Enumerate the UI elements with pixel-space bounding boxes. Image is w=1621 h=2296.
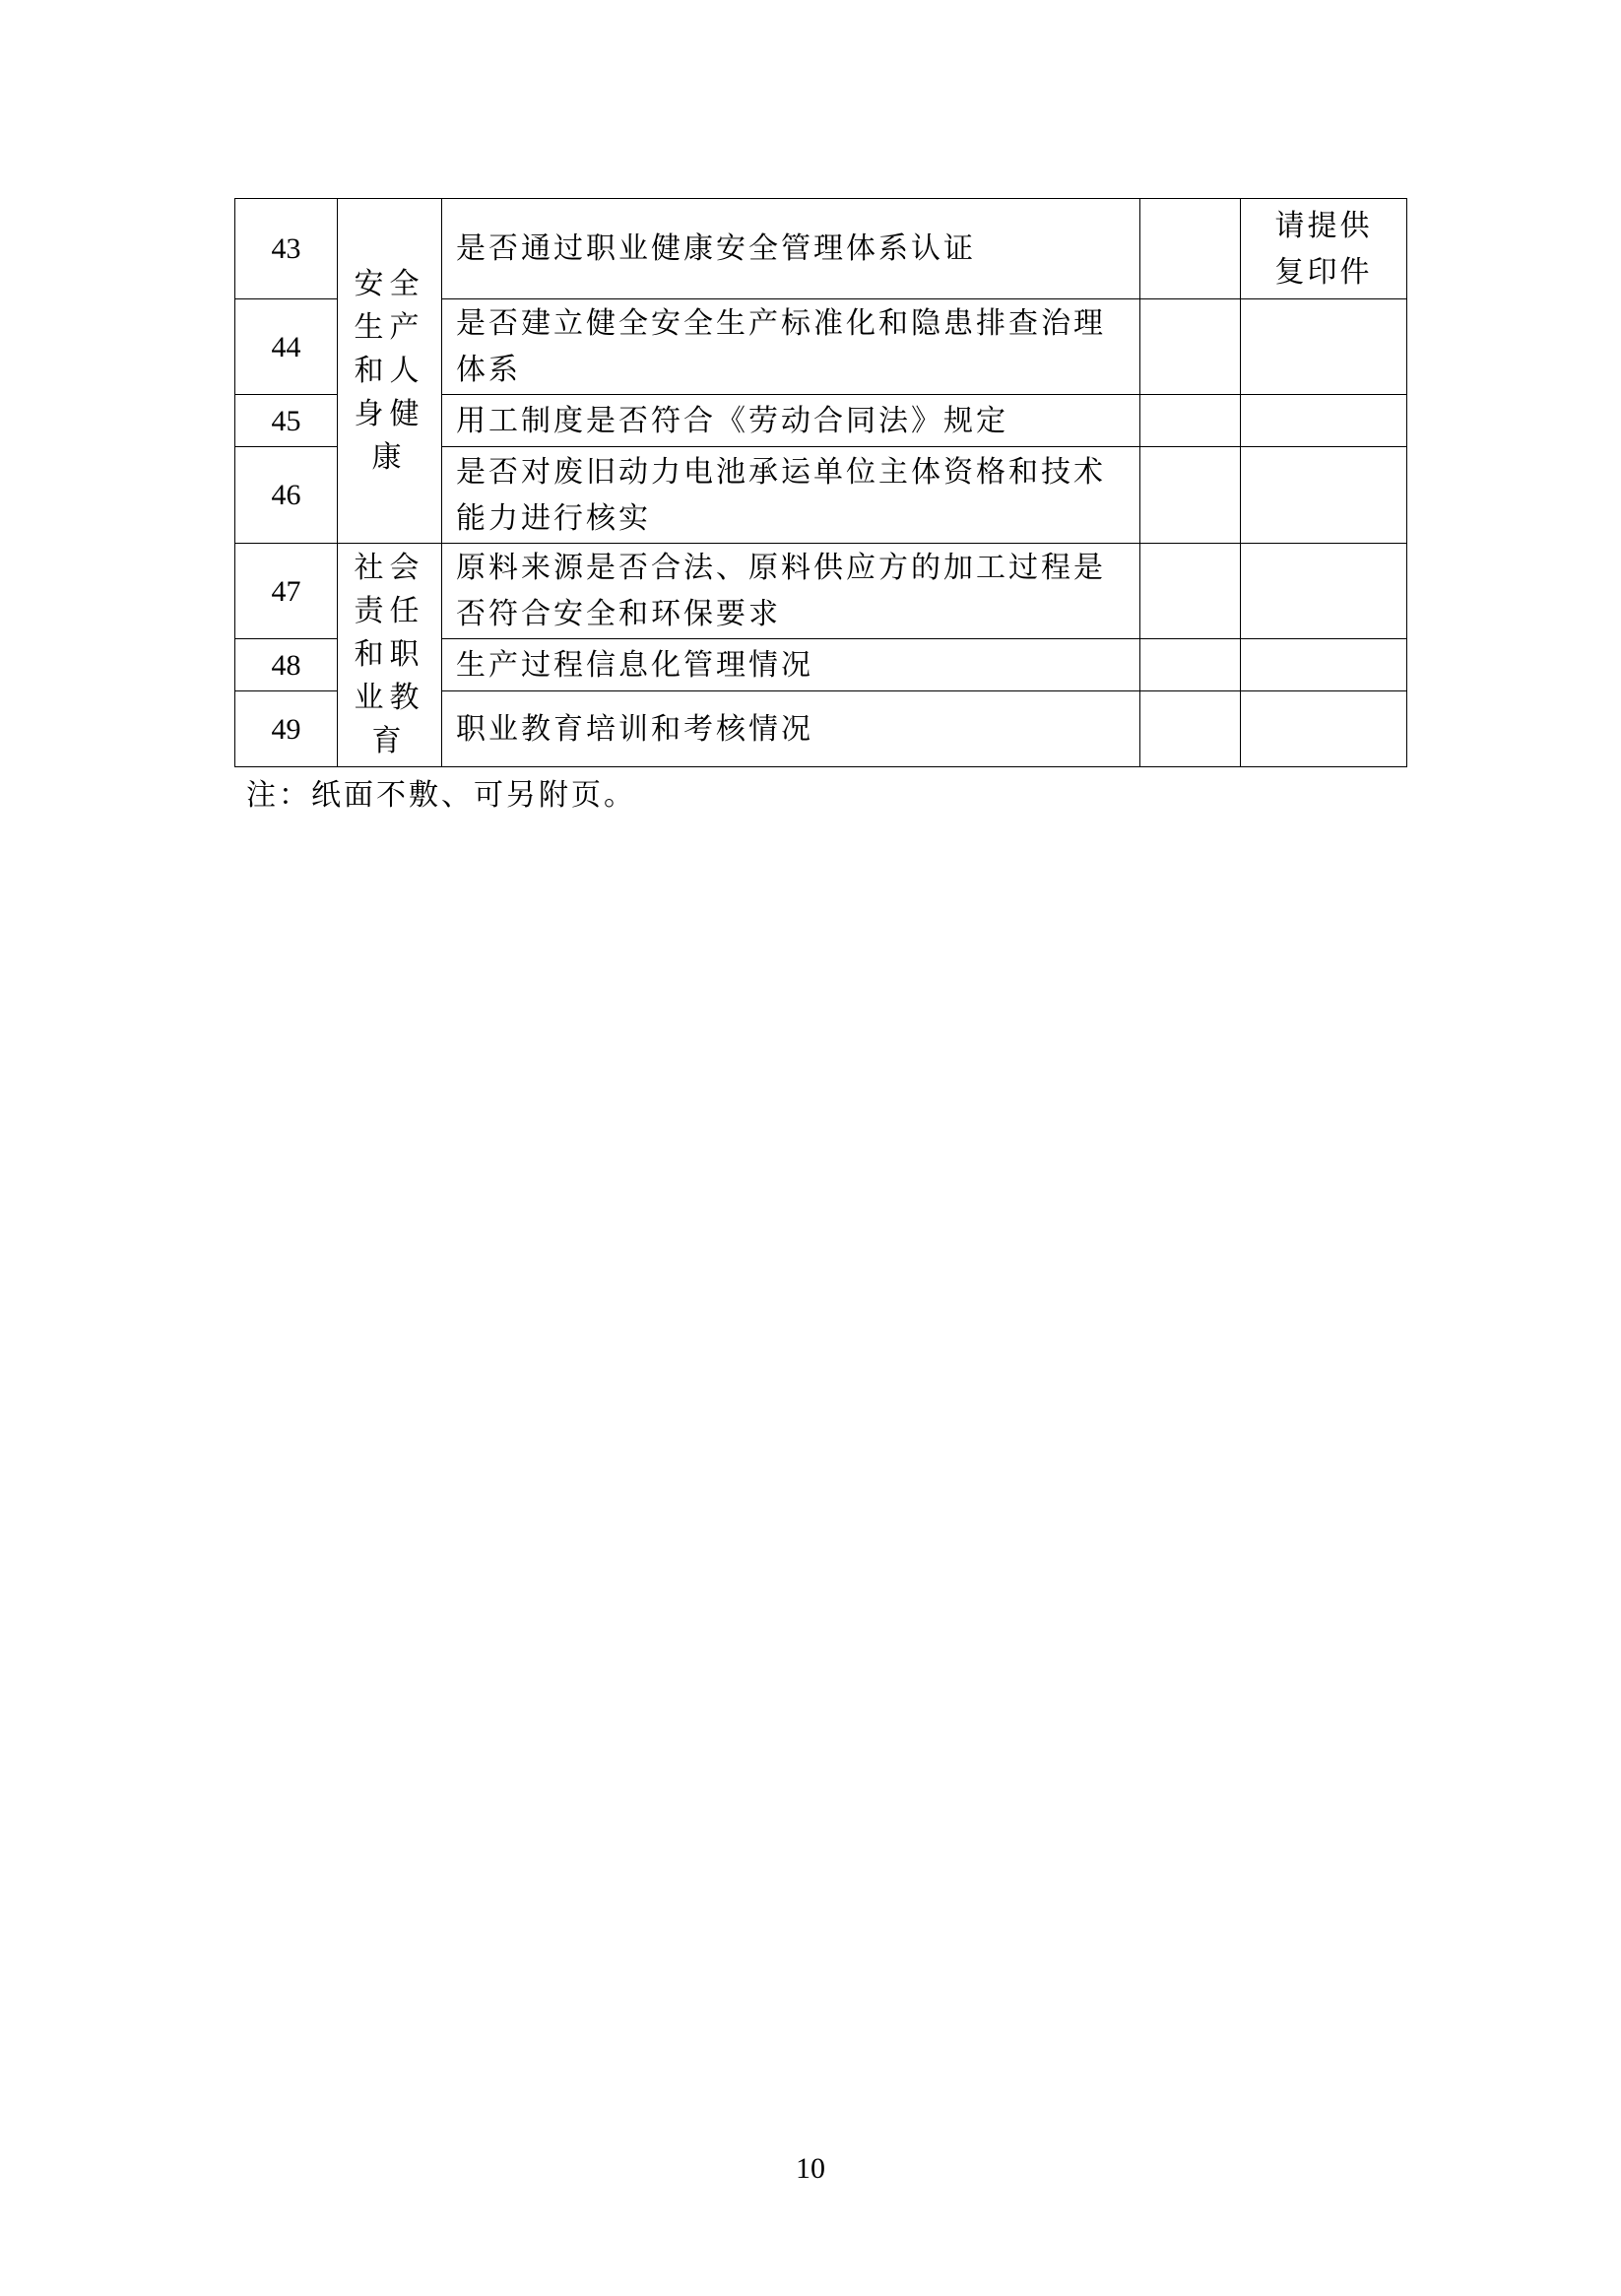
remark-cell (1241, 691, 1407, 767)
remark-cell (1241, 639, 1407, 691)
remark-text: 请提供复印件 (1274, 208, 1373, 290)
table-row (235, 544, 1407, 639)
answer-cell (1140, 395, 1241, 447)
footnote: 注：纸面不敷、可另附页。 (246, 778, 636, 813)
remark-cell (1241, 395, 1407, 447)
page-number: 10 (796, 2152, 825, 2185)
item-text: 是否通过职业健康安全管理体系认证 (442, 199, 1140, 299)
item-text: 生产过程信息化管理情况 (442, 639, 1140, 691)
remark-cell (1241, 299, 1407, 395)
row-number: 47 (235, 544, 338, 639)
item-text: 职业教育培训和考核情况 (442, 691, 1140, 767)
answer-cell (1140, 544, 1241, 639)
category-cell (338, 544, 442, 767)
remark-cell (1241, 199, 1407, 299)
category-cell (338, 199, 442, 544)
answer-cell (1140, 447, 1241, 544)
remark-cell (1241, 447, 1407, 544)
item-text: 原料来源是否合法、原料供应方的加工过程是否符合安全和环保要求 (442, 544, 1140, 639)
answer-cell (1140, 639, 1241, 691)
answer-cell (1140, 299, 1241, 395)
row-number: 44 (235, 299, 338, 395)
item-text: 是否建立健全安全生产标准化和隐患排查治理体系 (442, 299, 1140, 395)
answer-cell (1140, 691, 1241, 767)
item-text: 用工制度是否符合《劳动合同法》规定 (442, 395, 1140, 447)
table-row (235, 199, 1407, 299)
category-label: 社会责任和职业教育 (354, 551, 425, 758)
answer-cell (1140, 199, 1241, 299)
item-text: 是否对废旧动力电池承运单位主体资格和技术能力进行核实 (442, 447, 1140, 544)
remark-cell (1241, 544, 1407, 639)
row-number: 49 (235, 691, 338, 767)
category-label: 安全生产和人身健康 (354, 266, 425, 475)
row-number: 45 (235, 395, 338, 447)
row-number: 43 (235, 199, 338, 299)
row-number: 46 (235, 447, 338, 544)
checklist-table (234, 198, 1407, 767)
row-number: 48 (235, 639, 338, 691)
